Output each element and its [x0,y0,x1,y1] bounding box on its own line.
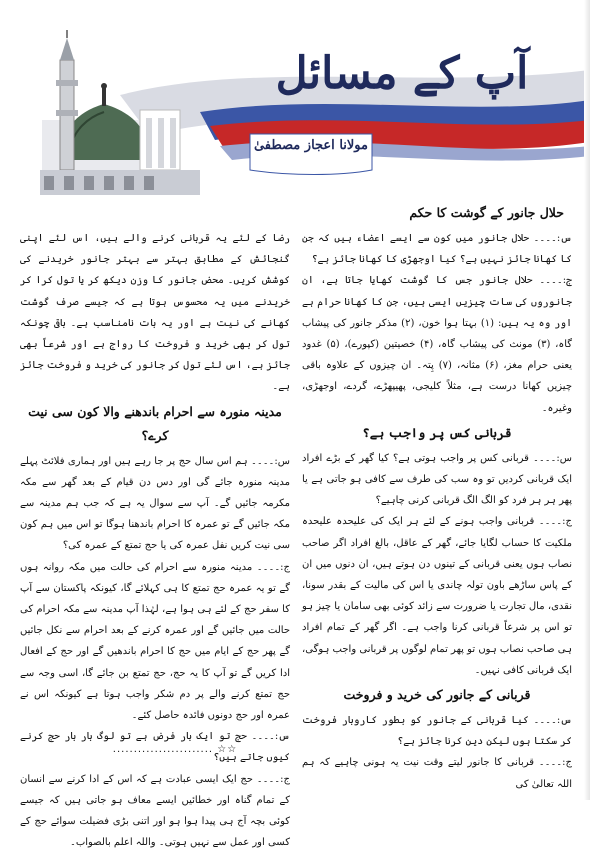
end-mark: ☆☆ ........................ [112,744,238,755]
answer-paragraph: ج:۔۔۔۔ حلال جانور جس کا گوشت کھایا جاتا ہے، ان جانوروں کی سات چیزیں ایسی ہیں، جن کا کھانا حرام ہے اور وہ یہ ہیں: (۱) بہتا ہوا خون، (۲) مذکر جانور کی پیشاب گاہ، (۳) مونث کی پیشاب گاہ، (۴) خصیتین (کپورے)، (۵) غدود یعنی حرام مغز، (۶) مثانہ، (۷) پِتہ۔ ان چیزوں کے علاوہ باقی چیزیں کھانا درست ہے، مثلاً کلیجی، پھیپھڑے، گردے، اوجھڑی، وغیرہ۔ [302,275,573,414]
question-paragraph: س:۔۔۔۔ حلال جانور میں کون سے ایسے اعضاء ہیں کہ جن کا کھانا جائز نہیں ہے؟ کیا اوجھڑی کا کھانا جائز ہے؟ [302,233,572,266]
answer-paragraph: ج:۔۔۔۔ قربانی کا جانور لیتے وقت نیت یہ ہونی چاہیے کہ ہم اللہ تعالیٰ کی [302,757,572,790]
page-edge [584,0,590,800]
answer-paragraph: ج:۔۔۔۔ قربانی واجب ہونے کے لئے ہر ایک کی علیحدہ علیحدہ ملکیت کا حساب لگایا جائے، گھر کے عاقل، بالغ افراد اگر صاحب نصاب ہوں یعنی قربانی کے تینوں دن ہوتے ہیں، ان دنوں میں ان کے پاس ساڑھے باون تولہ چاندی یا اس کی مالیت کے بقدر سونا، نقدی، مال تجارت یا ضرورت سے زائد کوئی بھی سامان یا چیز ہو تو اس پر شرعاً قربانی کرنا واجب ہے۔ اگر گھر کے تمام افراد ہی صاحب نصاب ہوں تو پھر تمام لوگوں پر قربانی واجب ہوگی، ایک قربانی کافی نہیں۔ [302,516,572,676]
answer-paragraph: ج:۔۔۔۔ مدینہ منورہ سے احرام کی حالت میں مکہ روانہ ہوں گے تو یہ عمرہ حج تمتع کا ہی کہلائے گا، کیونکہ پاکستان سے آپ کا سفر حج کے لئے ہی ہوا ہے، لہٰذا آپ مدینہ سے مکہ احرام کی حالت میں جائیں گے اور عمرہ کرنے کے بعد احرام سے نکل جائیں گے پھر حج کے ایام میں حج کا احرام باندھیں گے اور حج کے افعال ادا کریں گے تو آپ کا یہ حج، حج تمتع بن جائے گا، اسی وجہ سے حج تمتع کرنے والے پر دم شکر واجب ہوتا ہے کیونکہ اس نے عمرہ اور حج دونوں فائدہ حاصل کئے۔ [20,561,290,722]
header-banner [0,0,590,200]
question-paragraph: س:۔۔۔۔ ہم اس سال حج پر جا رہے ہیں اور ہماری فلائٹ پہلے مدینہ منورہ جائے گی اور دس دن قیام کے بعد گھر سے مکہ مکرمہ جائیں گے۔ آپ سے سوال یہ ہے کہ جب ہم مدینہ سے مکہ جائیں گے تو عمرہ کا احرام باندھنا ہوگا تو اس میں ہم کون سی نیت کریں نفل عمرہ کی یا حج تمتع کے عمرہ کی؟ [20,455,290,552]
mosque-illustration [40,30,200,195]
section-heading: حلال جانور کے گوشت کا حکم [409,205,564,220]
question-paragraph: س:۔۔۔۔ کیا قربانی کے جانور کو بطور کاروبار فروخت کر سکتا ہوں لیکن دین کرنا جائز ہے؟ [302,715,572,748]
question-paragraph: س:۔۔۔۔ قربانی کس پر واجب ہوتی ہے؟ کیا گھر کے بڑے افراد ایک قربانی کردیں تو وہ سب کی طرف سے کافی ہو جاتی ہے یا پھر ہر ہر فرد کو الگ الگ قربانی کرنی چاہیے؟ [302,452,572,507]
author-name: مولانا اعجاز مصطفیٰ [253,138,368,153]
left-column [20,228,290,853]
question-paragraph: س:۔۔۔۔ حج تو ایک بار فرض ہے تو لوگ بار بار حج کرنے کیوں جاتے ہیں؟ [20,731,290,764]
section-heading: مدینہ منورہ سے احرام باندھنے والا کون سی نیت کرے؟ [28,403,282,443]
answer-paragraph: رضا کے لئے یہ قربانی کرنے والے ہیں، اس لئے اپنی گنجائش کے مطابق بہتر سے بہتر جانور خریدنے کی کوشش کریں۔ محض جانور کا وزن دیکھ کر یا تول کرا کر خریدنے میں یہ محسوس ہوتا ہے کہ جیسے صرف گوشت کھانے کی نیت ہے اور یہ بات نامناسب ہے۔ باقی چونکہ تول کر بھی خرید و فروخت کا رواج ہے اور شرعاً بھی جائز ہے، اس لئے تول کر جانور کی خرید و فروخت جائز ہے۔ [20,233,290,393]
right-column [302,199,572,795]
page-title: آپ کے مسائل [275,48,529,99]
section-heading: قربانی کے جانور کی خرید و فروخت [343,687,531,703]
section-heading: قربانی کس پر واجب ہے؟ [362,424,512,440]
answer-paragraph: ج:۔۔۔۔ حج ایک ایسی عبادت ہے کہ اس کے ادا کرنے سے انسان کے تمام گناہ اور خطائیں ایسے معاف ہو جاتی ہیں کہ جیسے کوئی بچہ آج ہی پیدا ہوا ہو اور اتنی بڑی فضیلت سوائے حج کے کسی اور عمل سے نہیں ہوتی۔ واللہ اعلم بالصواب۔ [20,773,290,849]
